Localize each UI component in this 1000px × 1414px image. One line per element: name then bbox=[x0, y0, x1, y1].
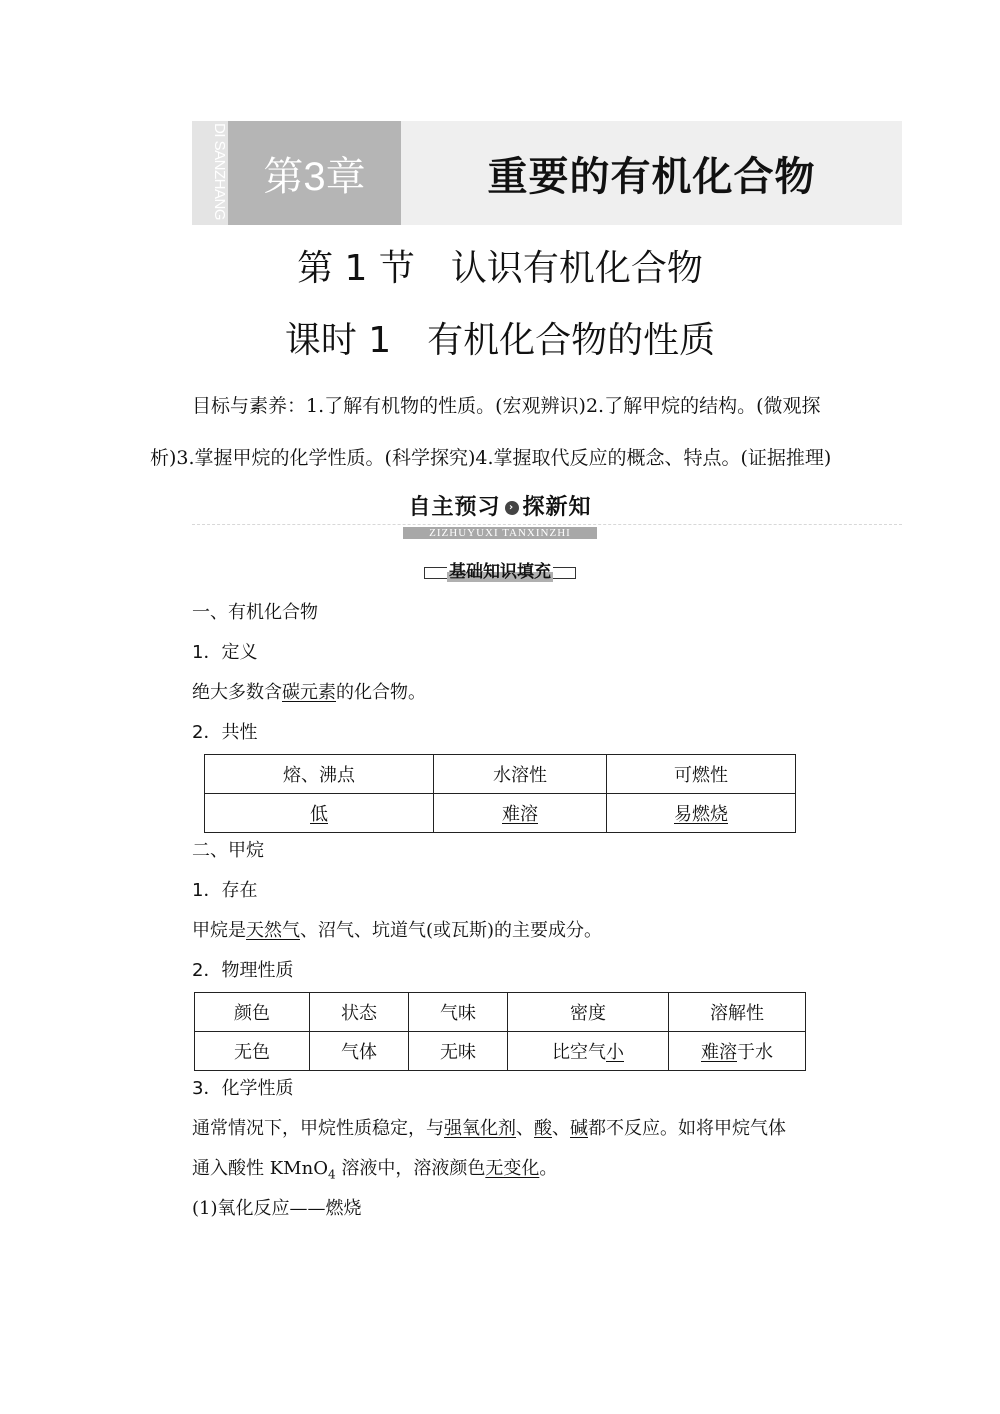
existence-text bbox=[192, 916, 602, 942]
bracket-right-icon bbox=[553, 567, 576, 579]
bracket-left-icon bbox=[424, 567, 447, 579]
table-cell: 无味 bbox=[409, 1032, 508, 1071]
table-cell bbox=[205, 794, 434, 833]
arrow-right-icon: › bbox=[505, 501, 519, 515]
answer-blank: 强氧化剂 bbox=[444, 1118, 516, 1139]
fill-section-label: 基础知识填充 bbox=[447, 557, 553, 582]
definition-text bbox=[192, 678, 426, 704]
text: 、 bbox=[516, 1118, 534, 1139]
oxidation-heading: (1)氧化反应——燃烧 bbox=[192, 1198, 362, 1219]
text: 于水 bbox=[737, 1042, 773, 1063]
preview-title bbox=[0, 490, 1000, 521]
table-cell bbox=[434, 794, 607, 833]
text: 、沼气、坑道气(或瓦斯)的主要成分。 bbox=[300, 920, 603, 941]
goals-line-1: 目标与素养：1.了解有机物的性质。(宏观辨识)2.了解甲烷的结构。(微观探 bbox=[192, 395, 821, 417]
text: 比空气 bbox=[552, 1042, 606, 1063]
text: 通入酸性 KMnO bbox=[192, 1158, 328, 1179]
fill-section-header bbox=[0, 557, 1000, 583]
answer-blank: 低 bbox=[310, 804, 328, 825]
answer-blank: 碱 bbox=[570, 1118, 588, 1139]
lesson-title: 课时 1 有机化合物的性质 bbox=[284, 320, 716, 361]
subscript: 4 bbox=[327, 1167, 336, 1182]
answer-blank: 天然气 bbox=[246, 920, 300, 941]
table-row bbox=[195, 1032, 806, 1071]
heading-definition: 1．定义 bbox=[192, 642, 258, 663]
table-header-row bbox=[195, 993, 806, 1032]
answer-blank: 难溶 bbox=[502, 804, 538, 825]
table-cell: 气体 bbox=[310, 1032, 409, 1071]
table-cell: 熔、沸点 bbox=[205, 755, 434, 794]
learning-goals bbox=[150, 380, 855, 484]
table-cell: 密度 bbox=[508, 993, 669, 1032]
banner-side-strip bbox=[192, 121, 228, 225]
table-cell: 水溶性 bbox=[434, 755, 607, 794]
physical-properties-table bbox=[194, 992, 806, 1071]
table-cell bbox=[508, 1032, 669, 1071]
table-cell: 状态 bbox=[310, 993, 409, 1032]
answer-blank: 无变化 bbox=[485, 1158, 540, 1179]
table-cell: 溶解性 bbox=[669, 993, 806, 1032]
text: 的化合物。 bbox=[336, 682, 426, 703]
chemical-text-line-1 bbox=[192, 1114, 786, 1140]
text: 。 bbox=[539, 1158, 558, 1179]
preview-header bbox=[0, 490, 1000, 540]
heading-physical-properties: 2．物理性质 bbox=[192, 960, 294, 981]
common-properties-table bbox=[204, 754, 796, 833]
answer-blank: 碳元素 bbox=[282, 682, 336, 703]
text: 通常情况下，甲烷性质稳定，与 bbox=[192, 1118, 444, 1139]
table-cell: 气味 bbox=[409, 993, 508, 1032]
answer-blank: 小 bbox=[606, 1042, 624, 1063]
table-row bbox=[205, 794, 796, 833]
goals-line-2: 析)3.掌握甲烷的化学性质。(科学探究)4.掌握取代反应的概念、特点。(证据推理) bbox=[150, 447, 832, 469]
text: 甲烷是 bbox=[192, 920, 246, 941]
preview-subtitle: ZIZHUYUXI TANXINZHI bbox=[403, 527, 597, 539]
heading-chemical-properties: 3．化学性质 bbox=[192, 1078, 294, 1099]
chapter-banner bbox=[192, 121, 902, 225]
text: 绝大多数含 bbox=[192, 682, 282, 703]
answer-blank: 难溶 bbox=[701, 1042, 737, 1063]
text: 溶液中，溶液颜色 bbox=[335, 1158, 486, 1179]
banner-side-text: DI SANZHANG bbox=[211, 123, 228, 221]
table-cell: 无色 bbox=[195, 1032, 310, 1071]
table-header-row bbox=[205, 755, 796, 794]
section-title: 第 1 节 认识有机化合物 bbox=[297, 248, 703, 289]
chapter-number: 第3章 bbox=[228, 121, 401, 225]
preview-title-left: 自主预习 bbox=[408, 495, 501, 520]
text: 都不反应。如将甲烷气体 bbox=[588, 1118, 786, 1139]
heading-existence: 1．存在 bbox=[192, 880, 258, 901]
table-cell bbox=[669, 1032, 806, 1071]
heading-organic-compounds: 一、有机化合物 bbox=[192, 602, 318, 623]
text: 、 bbox=[552, 1118, 570, 1139]
heading-methane: 二、甲烷 bbox=[192, 840, 264, 861]
dashed-divider bbox=[192, 524, 902, 525]
table-cell: 颜色 bbox=[195, 993, 310, 1032]
chapter-title: 重要的有机化合物 bbox=[487, 152, 816, 200]
table-cell: 可燃性 bbox=[607, 755, 796, 794]
preview-title-right: 探新知 bbox=[522, 495, 592, 520]
answer-blank: 酸 bbox=[534, 1118, 552, 1139]
heading-common-properties: 2．共性 bbox=[192, 722, 258, 743]
chemical-text-line-2 bbox=[192, 1154, 557, 1182]
table-cell bbox=[607, 794, 796, 833]
answer-blank: 易燃烧 bbox=[674, 804, 728, 825]
